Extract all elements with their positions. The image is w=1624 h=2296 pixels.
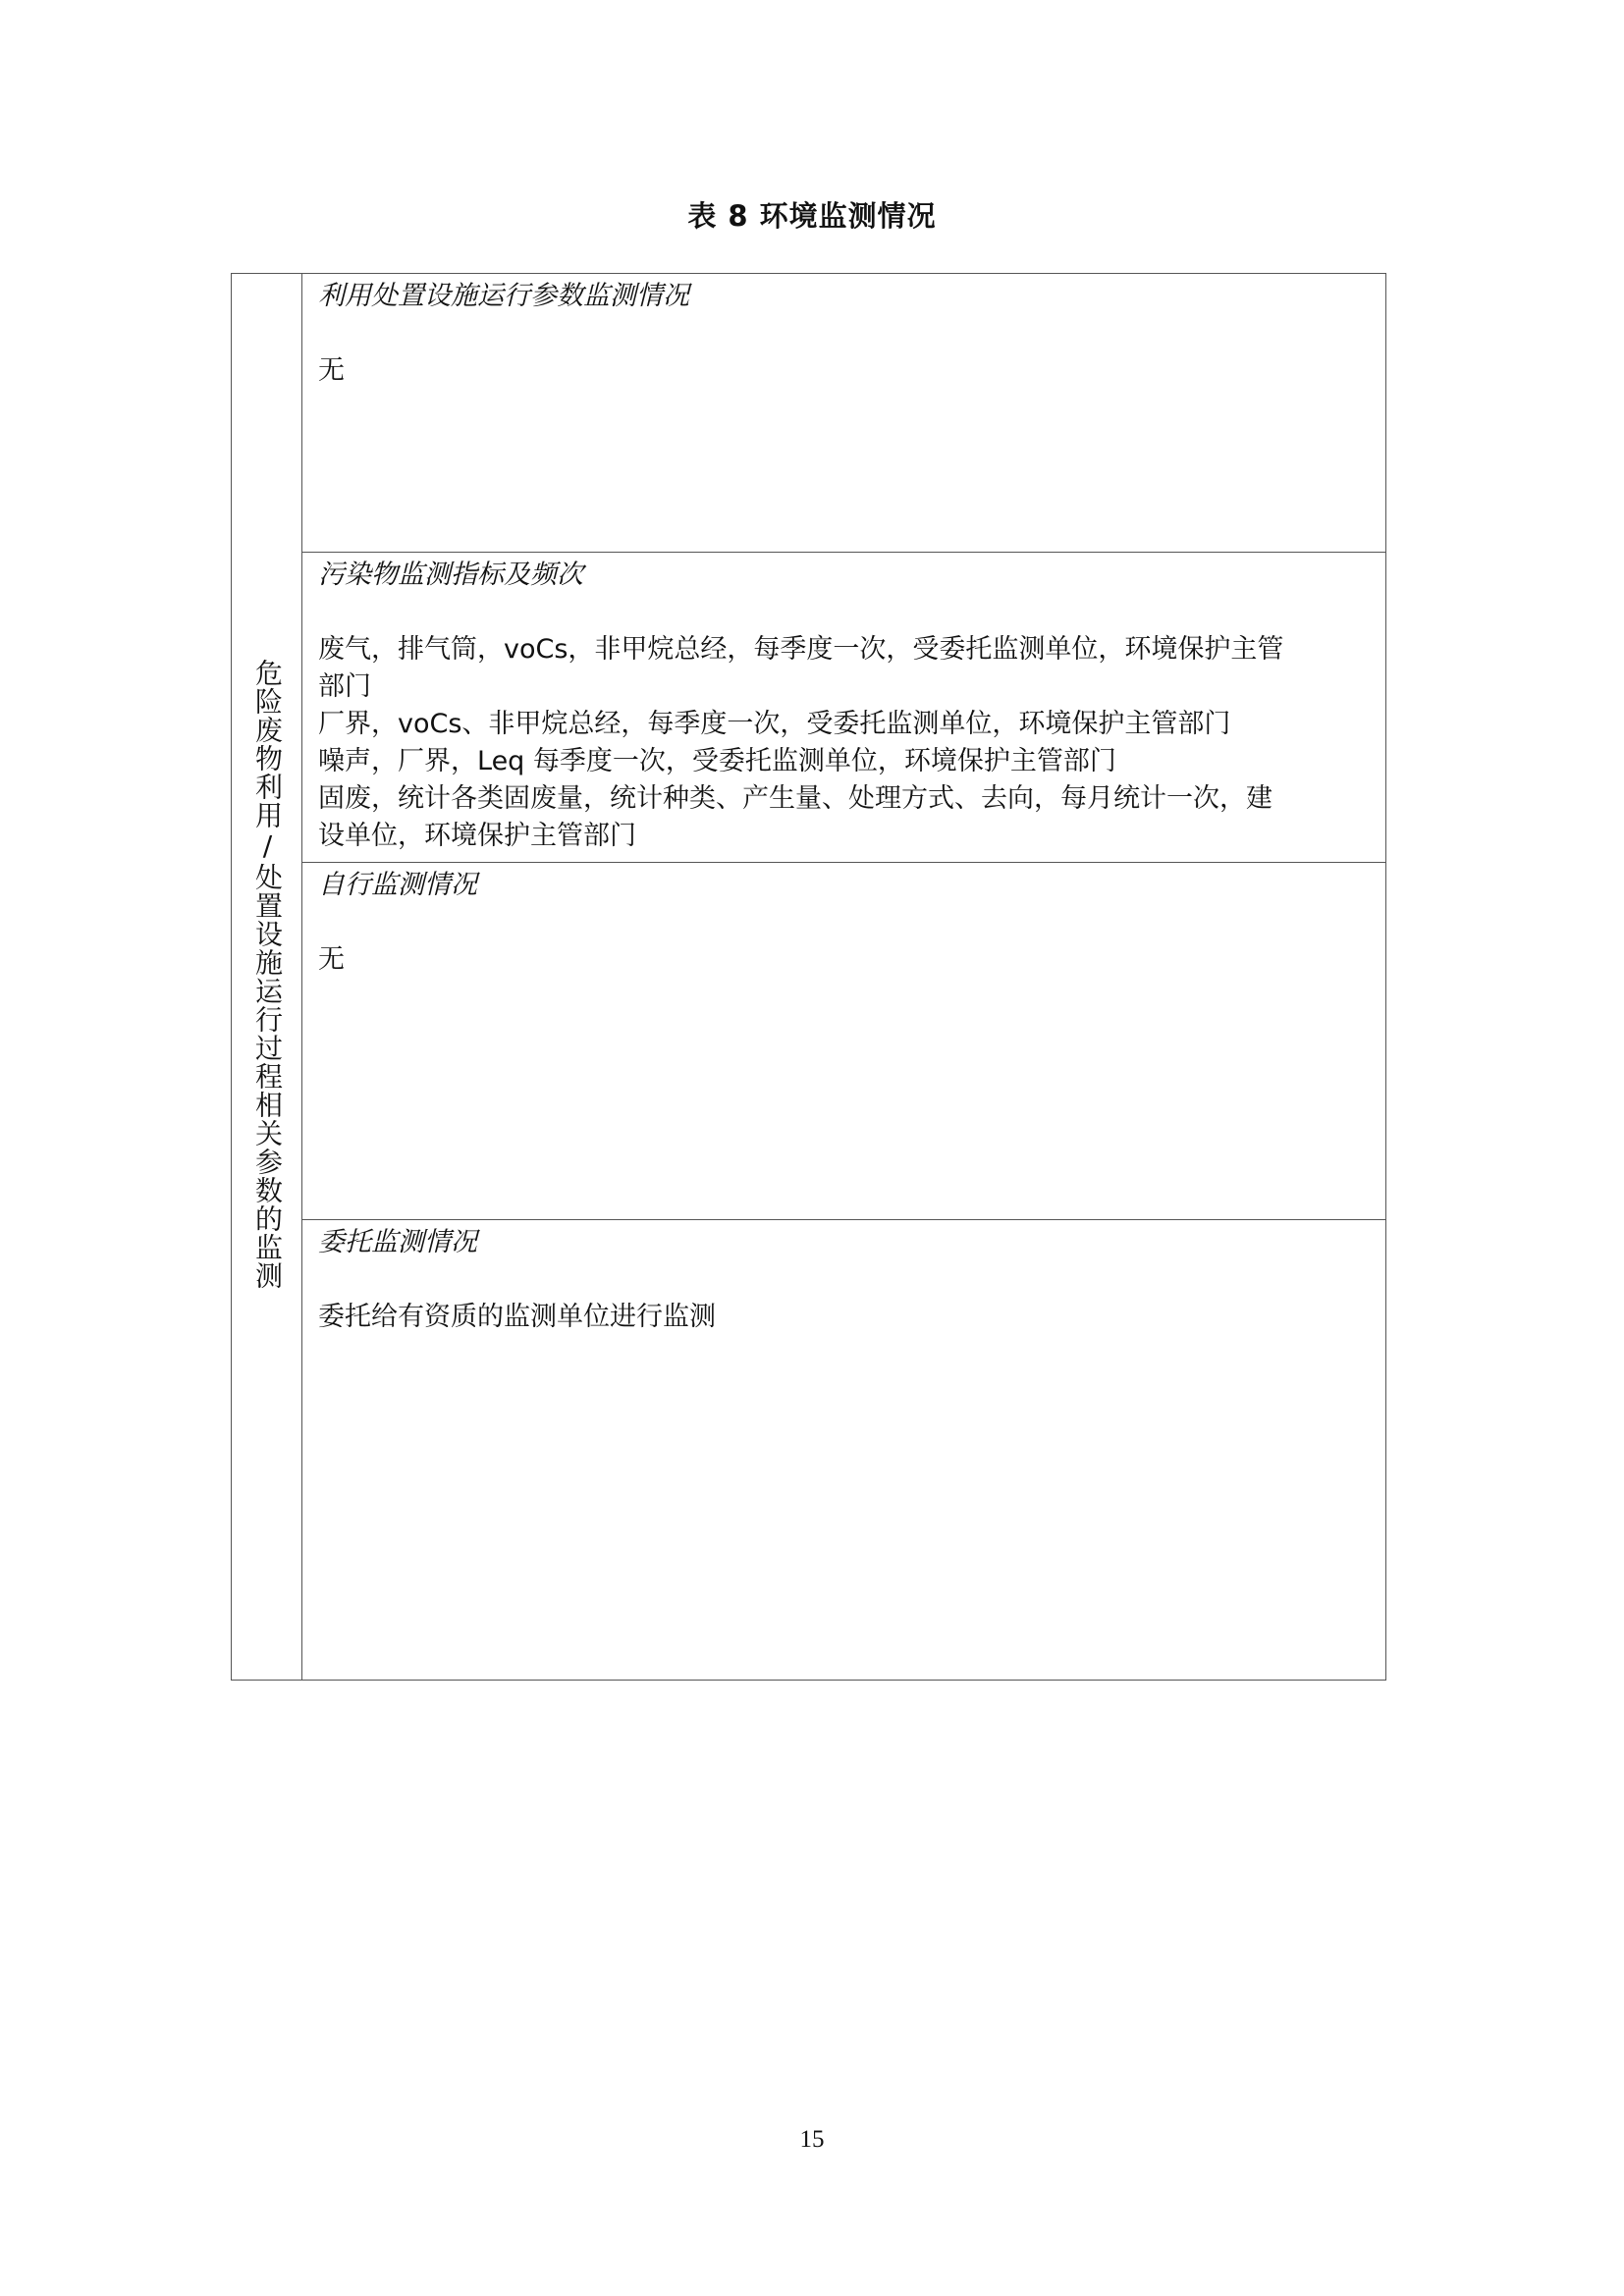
- section-facility-parameters: [302, 274, 1385, 553]
- body-line: 固废，统计各类固废量，统计种类、产生量、处理方式、去向，每月统计一次，建: [318, 783, 1272, 814]
- monitoring-table: [231, 273, 1386, 1681]
- side-label-cell: [232, 274, 302, 1680]
- section-heading: 委托监测情况: [318, 1227, 477, 1257]
- body-line: 设单位，环境保护主管部门: [318, 821, 636, 851]
- section-pollutant-indicators: [302, 553, 1385, 863]
- side-label: 危险废物利用/处置设施运行过程相关参数的监测: [251, 659, 284, 1290]
- section-body: [318, 1299, 1370, 1336]
- page-number: 15: [799, 2126, 825, 2153]
- section-heading: 利用处置设施运行参数监测情况: [318, 281, 689, 311]
- section-heading: 污染物监测指标及频次: [318, 560, 583, 590]
- body-line: 部门: [318, 671, 371, 702]
- table-title: 表 8 环境监测情况: [687, 199, 937, 233]
- body-line: 噪声，厂界，Leq 每季度一次，受委托监测单位，环境保护主管部门: [318, 746, 1116, 776]
- section-heading: 自行监测情况: [318, 870, 477, 900]
- body-line: 无: [318, 355, 345, 386]
- body-line: 厂界，voCs、非甲烷总经，每季度一次，受委托监测单位，环境保护主管部门: [318, 709, 1231, 739]
- section-body: [318, 631, 1370, 855]
- body-line: 委托给有资质的监测单位进行监测: [318, 1302, 716, 1332]
- section-body: [318, 941, 1370, 979]
- section-entrusted-monitoring: [302, 1220, 1385, 1679]
- body-line: 废气，排气筒，voCs，非甲烷总经，每季度一次，受委托监测单位，环境保护主管: [318, 634, 1284, 665]
- body-line: 无: [318, 944, 345, 975]
- section-body: [318, 352, 1370, 390]
- section-self-monitoring: [302, 863, 1385, 1220]
